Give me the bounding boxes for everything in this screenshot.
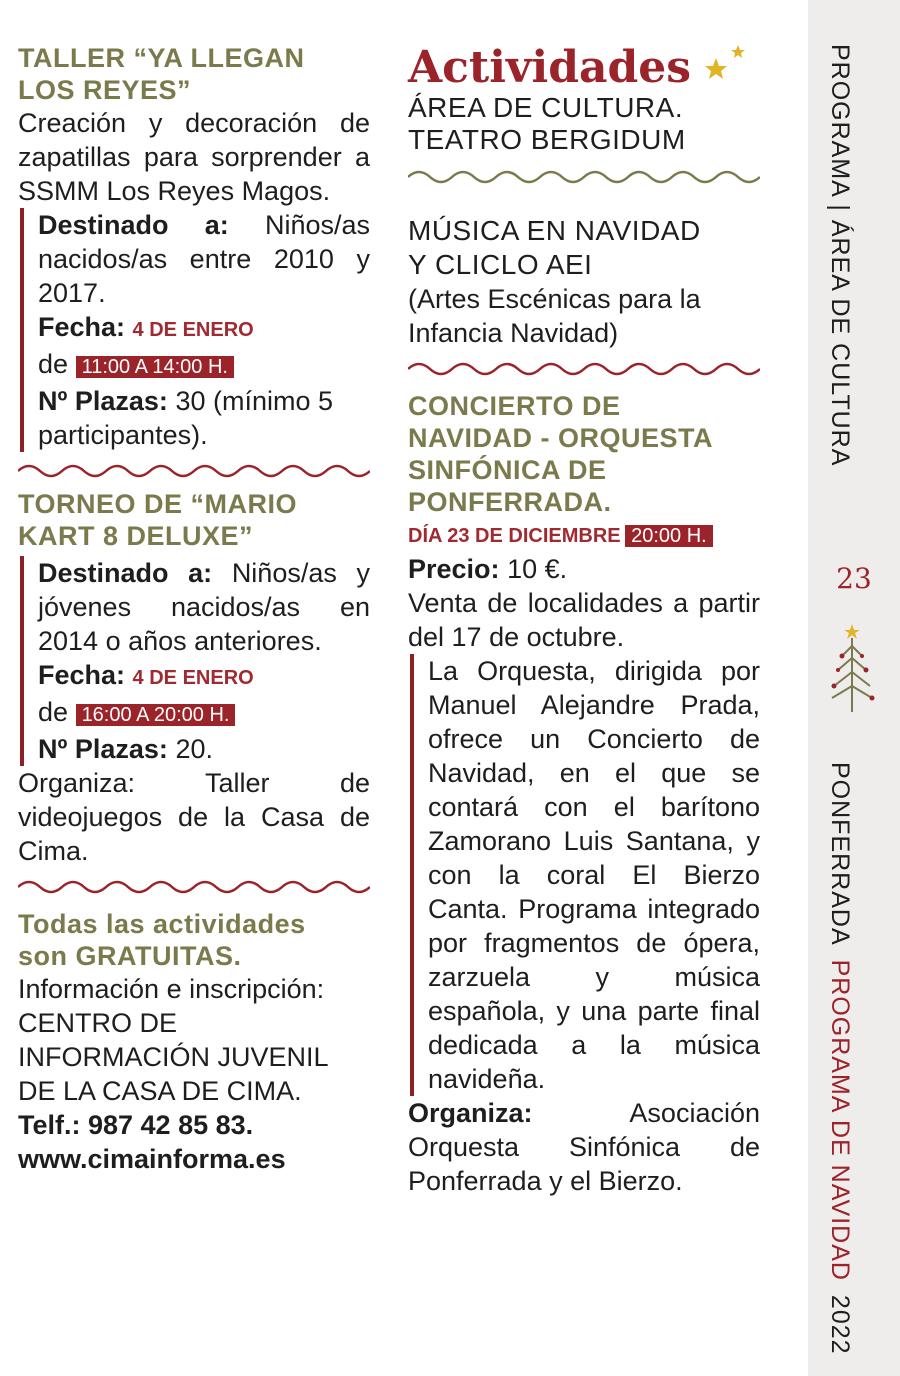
info-title-line: Todas las actividades bbox=[18, 909, 306, 939]
concierto-organiza bbox=[408, 1096, 760, 1198]
christmas-tree-icon bbox=[826, 622, 882, 714]
musica-title-line: MÚSICA EN NAVIDAD bbox=[408, 215, 701, 246]
precio-label: Precio: bbox=[408, 554, 500, 584]
plazas-value: 20. bbox=[175, 734, 213, 764]
brand-title: Actividades bbox=[408, 42, 692, 93]
info-block bbox=[18, 972, 370, 1176]
plazas-label: Nº Plazas: bbox=[38, 734, 168, 764]
concierto-title-line: SINFÓNICA DE bbox=[408, 455, 607, 485]
destinado-label: Destinado a: bbox=[38, 558, 213, 588]
brand-subtitle bbox=[408, 92, 760, 156]
precio-value: 10 €. bbox=[507, 554, 568, 584]
concierto-venta: Venta de localidades a partir del 17 de octubre. bbox=[408, 588, 760, 652]
info-line: Información e inscripción: bbox=[18, 974, 325, 1004]
hora-badge: 20:00 H. bbox=[625, 525, 713, 547]
taller-destinado bbox=[20, 208, 370, 310]
dia-value: DÍA 23 DE DICIEMBRE bbox=[408, 525, 621, 547]
star-icon bbox=[704, 44, 748, 84]
fecha-label: Fecha: bbox=[38, 660, 126, 690]
sidebar-top-label bbox=[825, 44, 854, 466]
fecha-value: 4 DE ENERO bbox=[132, 319, 254, 341]
plazas-value: 30 (mínimo 5 participantes). bbox=[38, 386, 333, 450]
info-line: CENTRO DE bbox=[18, 1008, 178, 1038]
concierto-title-line: CONCIERTO DE bbox=[408, 391, 621, 421]
torneo-plazas bbox=[20, 732, 370, 766]
info-line: INFORMACIÓN JUVENIL bbox=[18, 1042, 329, 1072]
de-label: de bbox=[38, 349, 69, 379]
wave-divider bbox=[408, 166, 760, 188]
taller-title bbox=[18, 42, 370, 106]
concierto-title-line: NAVIDAD - ORQUESTA bbox=[408, 423, 713, 453]
hora-badge: 11:00 A 14:00 H. bbox=[76, 356, 234, 378]
musica-title bbox=[408, 214, 760, 282]
plazas-label: Nº Plazas: bbox=[38, 386, 168, 416]
year-label: 2022 bbox=[826, 1294, 854, 1355]
concierto-date bbox=[408, 522, 760, 552]
torneo-title-line: KART 8 DELUXE” bbox=[18, 521, 254, 551]
wave-divider bbox=[18, 876, 370, 898]
taller-description: Creación y decoración de zapatillas para sorprender a SSMM Los Reyes Magos. bbox=[18, 108, 370, 206]
right-column bbox=[408, 44, 760, 1198]
organiza-value: Asociación Orquesta Sinfónica de Ponferrada y el Bierzo. bbox=[408, 1098, 760, 1196]
taller-title-line: TALLER “YA LLEGAN bbox=[18, 43, 305, 73]
destinado-label: Destinado a: bbox=[38, 210, 229, 240]
torneo-title-line: TORNEO DE “MARIO bbox=[18, 489, 298, 519]
brand-header bbox=[408, 44, 760, 92]
fecha-label: Fecha: bbox=[38, 312, 126, 342]
torneo-fecha bbox=[20, 658, 370, 732]
destinado-value: Niños/as nacidos/as entre 2010 y 2017. bbox=[38, 210, 370, 308]
phone-number[interactable]: Telf.: 987 42 85 83. bbox=[18, 1110, 254, 1140]
subtitle-line: ÁREA DE CULTURA. bbox=[408, 92, 684, 123]
info-title bbox=[18, 908, 370, 972]
left-column bbox=[18, 42, 370, 1176]
musica-title-line: Y CLICLO AEI bbox=[408, 249, 593, 280]
destinado-value: Niños/as y jóvenes nacidos/as en 2014 o años anteriores. bbox=[38, 558, 370, 656]
fecha-value: 4 DE ENERO bbox=[132, 667, 254, 689]
torneo-title bbox=[18, 488, 370, 552]
hora-badge: 16:00 A 20:00 H. bbox=[76, 704, 236, 726]
info-title-line: son GRATUITAS. bbox=[18, 941, 242, 971]
musica-note-line: (Artes Escénicas para la bbox=[408, 284, 701, 314]
section-label: PROGRAMA | ÁREA DE CULTURA bbox=[826, 44, 854, 467]
page-number: 23 bbox=[836, 562, 872, 595]
info-line: DE LA CASA DE CIMA. bbox=[18, 1076, 302, 1106]
concierto-description: La Orquesta, dirigida por Manuel Alejandre Prada, ofrece un Concierto de Navidad, en el que se contará con el barítono Zamorano Luis Santana, y con la coral El Bierzo Canta. Programa integrado por fragmentos de ópera, zarzuela y música española, y una parte final dedicada a la música navideña. bbox=[410, 654, 760, 1096]
sidebar-bottom-label bbox=[825, 762, 854, 1355]
concierto-precio bbox=[408, 552, 760, 586]
taller-title-line: LOS REYES” bbox=[18, 75, 192, 105]
website-link[interactable]: www.cimainforma.es bbox=[18, 1144, 286, 1174]
concierto-title-line: PONFERRADA. bbox=[408, 487, 612, 517]
wave-divider bbox=[408, 358, 760, 380]
city-label: PONFERRADA bbox=[826, 762, 854, 946]
concierto-title bbox=[408, 390, 760, 518]
musica-note-line: Infancia Navidad) bbox=[408, 318, 619, 348]
taller-fecha bbox=[20, 310, 370, 384]
wave-divider bbox=[18, 460, 370, 482]
musica-note bbox=[408, 282, 760, 350]
torneo-organiza: Organiza: Taller de videojuegos de la Casa de Cima. bbox=[18, 768, 370, 866]
torneo-destinado bbox=[20, 556, 370, 658]
subtitle-line: TEATRO BERGIDUM bbox=[408, 124, 686, 155]
taller-plazas bbox=[20, 384, 370, 452]
organiza-label: Organiza: bbox=[408, 1098, 533, 1128]
de-label: de bbox=[38, 697, 69, 727]
program-label: PROGRAMA DE NAVIDAD bbox=[826, 959, 854, 1281]
